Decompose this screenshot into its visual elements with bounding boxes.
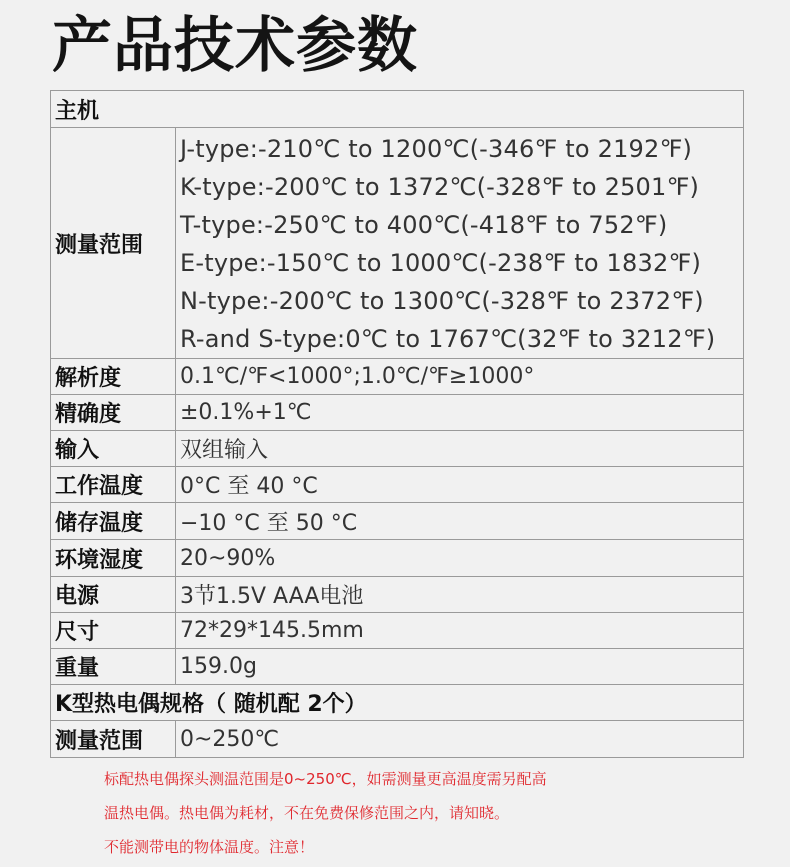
table-row (51, 359, 744, 395)
operating-temp-value: 0°C 至 40 °C (176, 467, 744, 503)
accuracy-label: 精确度 (51, 395, 176, 431)
power-label: 电源 (51, 577, 176, 613)
storage-temp-label: 储存温度 (51, 503, 176, 540)
probe-section-row (51, 685, 744, 721)
input-value: 双组输入 (176, 431, 744, 467)
probe-range-label: 测量范围 (51, 721, 176, 758)
operating-temp-label: 工作温度 (51, 467, 176, 503)
range-t-type: T-type:-250℃ to 400℃(-418℉ to 752℉) (180, 211, 668, 239)
table-row (51, 395, 744, 431)
table-row (51, 613, 744, 649)
range-n-type: N-type:-200℃ to 1300℃(-328℉ to 2372℉) (180, 287, 704, 315)
range-k-type: K-type:-200℃ to 1372℃(-328℉ to 2501℉) (180, 173, 700, 201)
table-row (51, 503, 744, 540)
probe-range-value: 0~250℃ (176, 721, 744, 758)
table-row (51, 721, 744, 758)
host-section-title: 主机 (51, 91, 744, 128)
note-line-1: 标配热电偶探头测温范围是0~250℃，如需测量更高温度需另配高 (104, 770, 547, 788)
size-label: 尺寸 (51, 613, 176, 649)
table-row (51, 577, 744, 613)
accuracy-value: ±0.1%+1℃ (176, 395, 744, 431)
table-row (51, 649, 744, 685)
table-row (51, 431, 744, 467)
range-e-type: E-type:-150℃ to 1000℃(-238℉ to 1832℉) (180, 249, 702, 277)
size-value: 72*29*145.5mm (176, 613, 744, 649)
power-value: 3节1.5V AAA电池 (176, 577, 744, 613)
humidity-value: 20~90% (176, 540, 744, 577)
host-section-row (51, 91, 744, 128)
weight-value: 159.0g (176, 649, 744, 685)
probe-section-title: K型热电偶规格（ 随机配 2个） (51, 685, 744, 721)
measure-range-label: 测量范围 (51, 128, 176, 359)
note-line-3: 不能测带电的物体温度。注意！ (104, 838, 315, 856)
spec-table (50, 90, 744, 758)
storage-temp-value: −10 °C 至 50 °C (176, 503, 744, 540)
note-line-2: 温热电偶。热电偶为耗材，不在免费保修范围之内，请知晓。 (104, 804, 510, 822)
input-label: 输入 (51, 431, 176, 467)
table-row (51, 540, 744, 577)
weight-label: 重量 (51, 649, 176, 685)
table-row (51, 467, 744, 503)
resolution-label: 解析度 (51, 359, 176, 395)
range-j-type: J-type:-210℃ to 1200℃(-346℉ to 2192℉) (180, 135, 693, 163)
page-title: 产品技术参数 (52, 11, 418, 81)
measure-range-row (51, 128, 744, 359)
range-rs-type: R-and S-type:0℃ to 1767℃(32℉ to 3212℉) (180, 325, 716, 353)
resolution-value: 0.1℃/℉<1000°;1.0℃/℉≥1000° (176, 359, 744, 395)
measure-range-values (176, 128, 744, 359)
warning-note (104, 762, 714, 864)
humidity-label: 环境湿度 (51, 540, 176, 577)
